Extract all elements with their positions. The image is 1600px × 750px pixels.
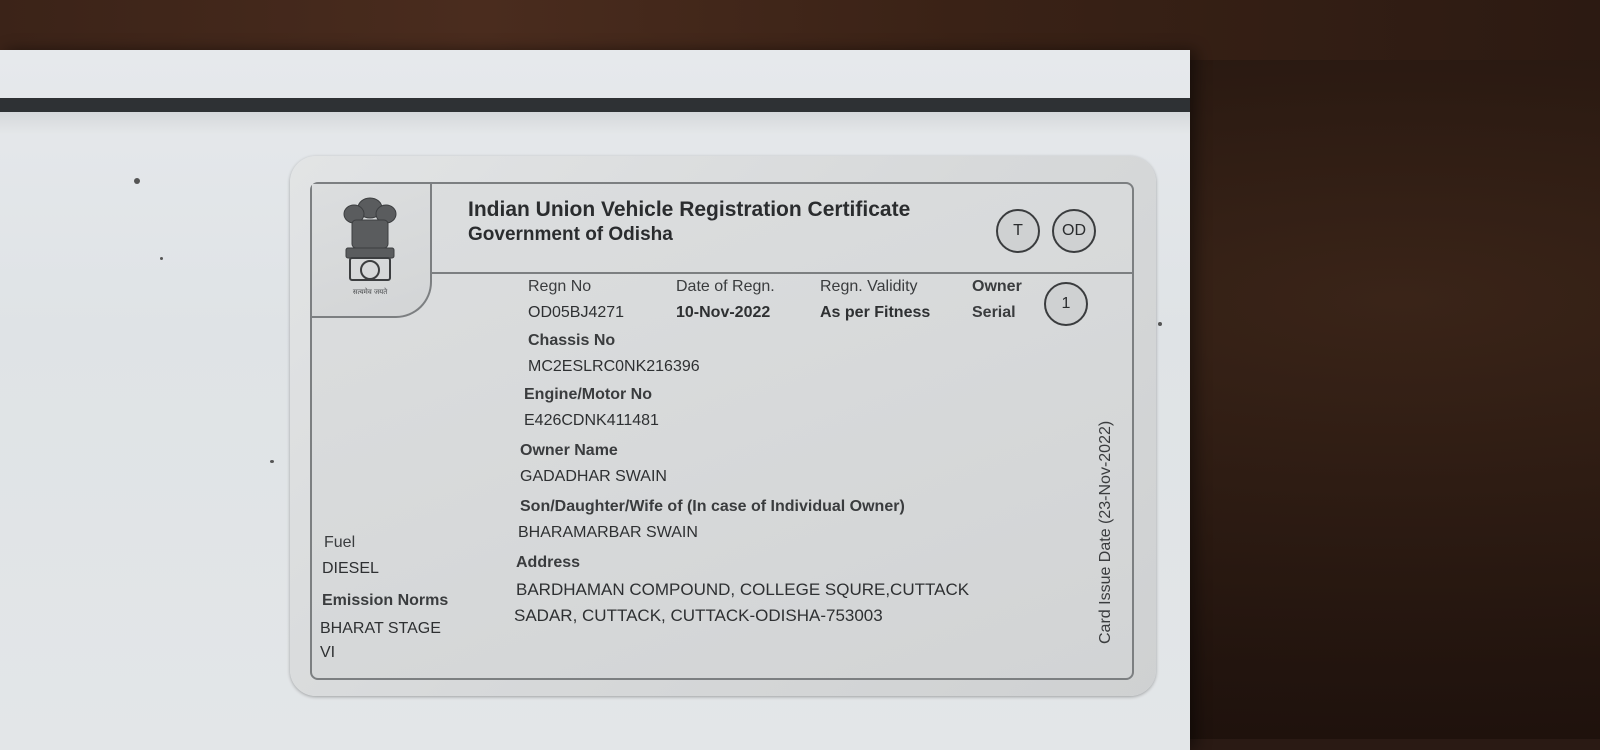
address-label: Address bbox=[516, 554, 581, 571]
owner-serial-label-1: Owner bbox=[972, 278, 1022, 295]
badge-od: OD bbox=[1052, 209, 1096, 253]
relation-value: BHARAMARBAR SWAIN bbox=[518, 524, 698, 541]
address-line-2: SADAR, CUTTACK, CUTTACK-ODISHA-753003 bbox=[514, 606, 883, 625]
owner-name-value: GADADHAR SWAIN bbox=[520, 468, 667, 485]
card-issue-date: Card Issue Date (23-Nov-2022) bbox=[1097, 420, 1114, 644]
regn-no-label: Regn No bbox=[528, 278, 592, 295]
card-frame bbox=[310, 182, 1134, 680]
regn-no-value: OD05BJ4271 bbox=[528, 304, 625, 321]
emission-value-1: BHARAT STAGE bbox=[320, 620, 441, 637]
owner-serial-label-2: Serial bbox=[972, 304, 1016, 321]
paper-speck bbox=[270, 460, 274, 463]
owner-serial-badge: 1 bbox=[1044, 282, 1088, 326]
national-emblem-icon bbox=[330, 190, 410, 300]
chassis-label: Chassis No bbox=[528, 332, 616, 349]
card-subtitle: Government of Odisha bbox=[468, 224, 673, 245]
emblem-panel bbox=[312, 184, 432, 318]
date-regn-label: Date of Regn. bbox=[676, 278, 775, 295]
paper-dark-band bbox=[0, 98, 1190, 112]
emission-label: Emission Norms bbox=[322, 592, 449, 609]
fuel-value: DIESEL bbox=[322, 560, 379, 577]
paper-speck bbox=[1158, 322, 1162, 326]
address-line-1: BARDHAMAN COMPOUND, COLLEGE SQURE,CUTTACK bbox=[516, 580, 970, 599]
regn-validity-label: Regn. Validity bbox=[820, 278, 918, 295]
chassis-value: MC2ESLRC0NK216396 bbox=[528, 358, 700, 375]
paper-speck bbox=[160, 257, 163, 260]
regn-validity-value: As per Fitness bbox=[820, 304, 931, 321]
paper-speck bbox=[134, 178, 140, 184]
fuel-label: Fuel bbox=[324, 534, 356, 551]
paper-band-shadow bbox=[0, 112, 1190, 134]
emission-value-2: VI bbox=[320, 644, 336, 661]
card-title: Indian Union Vehicle Registration Certificate bbox=[468, 198, 911, 221]
badge-t: T bbox=[996, 209, 1040, 253]
engine-value: E426CDNK411481 bbox=[524, 412, 659, 429]
date-regn-value: 10-Nov-2022 bbox=[676, 304, 771, 321]
emblem-caption: सत्यमेव जयते bbox=[352, 288, 388, 296]
relation-label: Son/Daughter/Wife of (In case of Individual Owner) bbox=[520, 498, 905, 515]
engine-label: Engine/Motor No bbox=[524, 386, 652, 403]
registration-card bbox=[290, 156, 1156, 696]
owner-name-label: Owner Name bbox=[520, 442, 618, 459]
